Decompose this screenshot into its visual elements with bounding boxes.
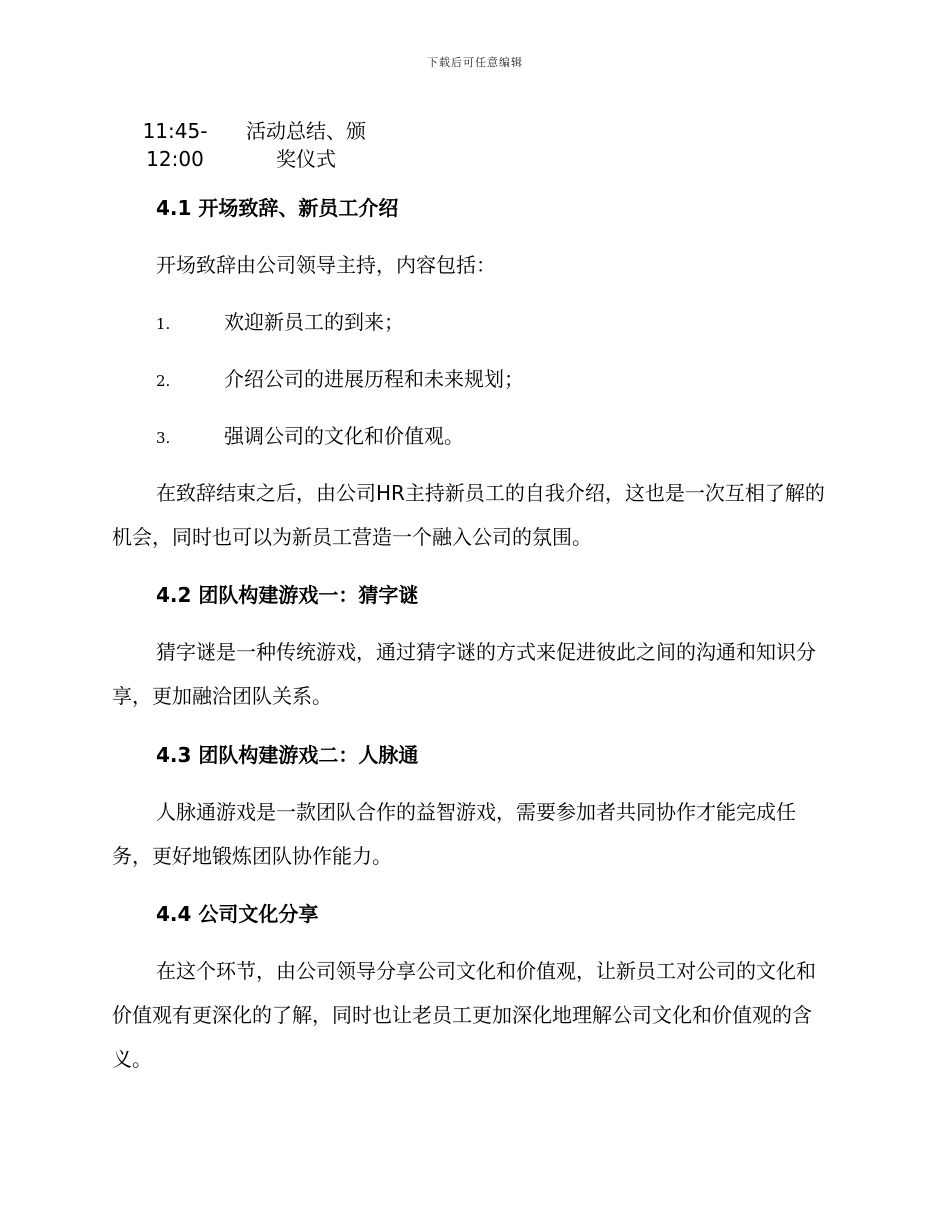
section-4-2-paragraph: 猜字谜是一种传统游戏，通过猜字谜的方式来促进彼此之间的沟通和知识分享，更加融洽团队关系。 <box>112 640 816 708</box>
list-item-number: 1. <box>156 315 171 333</box>
list-item <box>156 365 524 395</box>
list-item-text: 强调公司的文化和价值观。 <box>224 424 464 448</box>
section-heading-4-4: 4.4 公司文化分享 <box>156 902 319 926</box>
list-item <box>156 422 464 452</box>
list-item-text: 欢迎新员工的到来； <box>224 310 404 334</box>
list-item-number: 2. <box>156 372 171 390</box>
list-item-text: 介绍公司的进展历程和未来规划； <box>224 367 524 391</box>
schedule-activity-cell <box>238 117 374 173</box>
page-header: 下载后可任意编辑 <box>427 56 523 69</box>
list-item-number: 3. <box>156 429 171 447</box>
schedule-activity-line2: 奖仪式 <box>276 147 336 171</box>
schedule-time-end: 12:00 <box>146 147 204 171</box>
section-heading-4-1: 4.1 开场致辞、新员工介绍 <box>156 196 399 220</box>
section-4-3-paragraph: 人脉通游戏是一款团队合作的益智游戏，需要参加者共同协作才能完成任务，更好地锻炼团队协作能力。 <box>112 800 796 868</box>
list-item <box>156 308 404 338</box>
schedule-activity-line1: 活动总结、颁 <box>246 119 366 143</box>
section-4-1-intro: 开场致辞由公司领导主持，内容包括： <box>156 253 496 277</box>
schedule-time-start: 11:45- <box>142 119 208 143</box>
section-heading-4-2: 4.2 团队构建游戏一：猜字谜 <box>156 583 419 607</box>
section-4-4-paragraph: 在这个环节，由公司领导分享公司文化和价值观，让新员工对公司的文化和价值观有更深化的了解，同时也让老员工更加深化地理解公司文化和价值观的含义。 <box>112 959 816 1071</box>
schedule-time-cell <box>140 117 210 173</box>
section-heading-4-3: 4.3 团队构建游戏二：人脉通 <box>156 743 419 767</box>
section-4-1-paragraph: 在致辞结束之后，由公司HR主持新员工的自我介绍，这也是一次互相了解的机会，同时也可以为新员工营造一个融入公司的氛围。 <box>112 481 825 549</box>
